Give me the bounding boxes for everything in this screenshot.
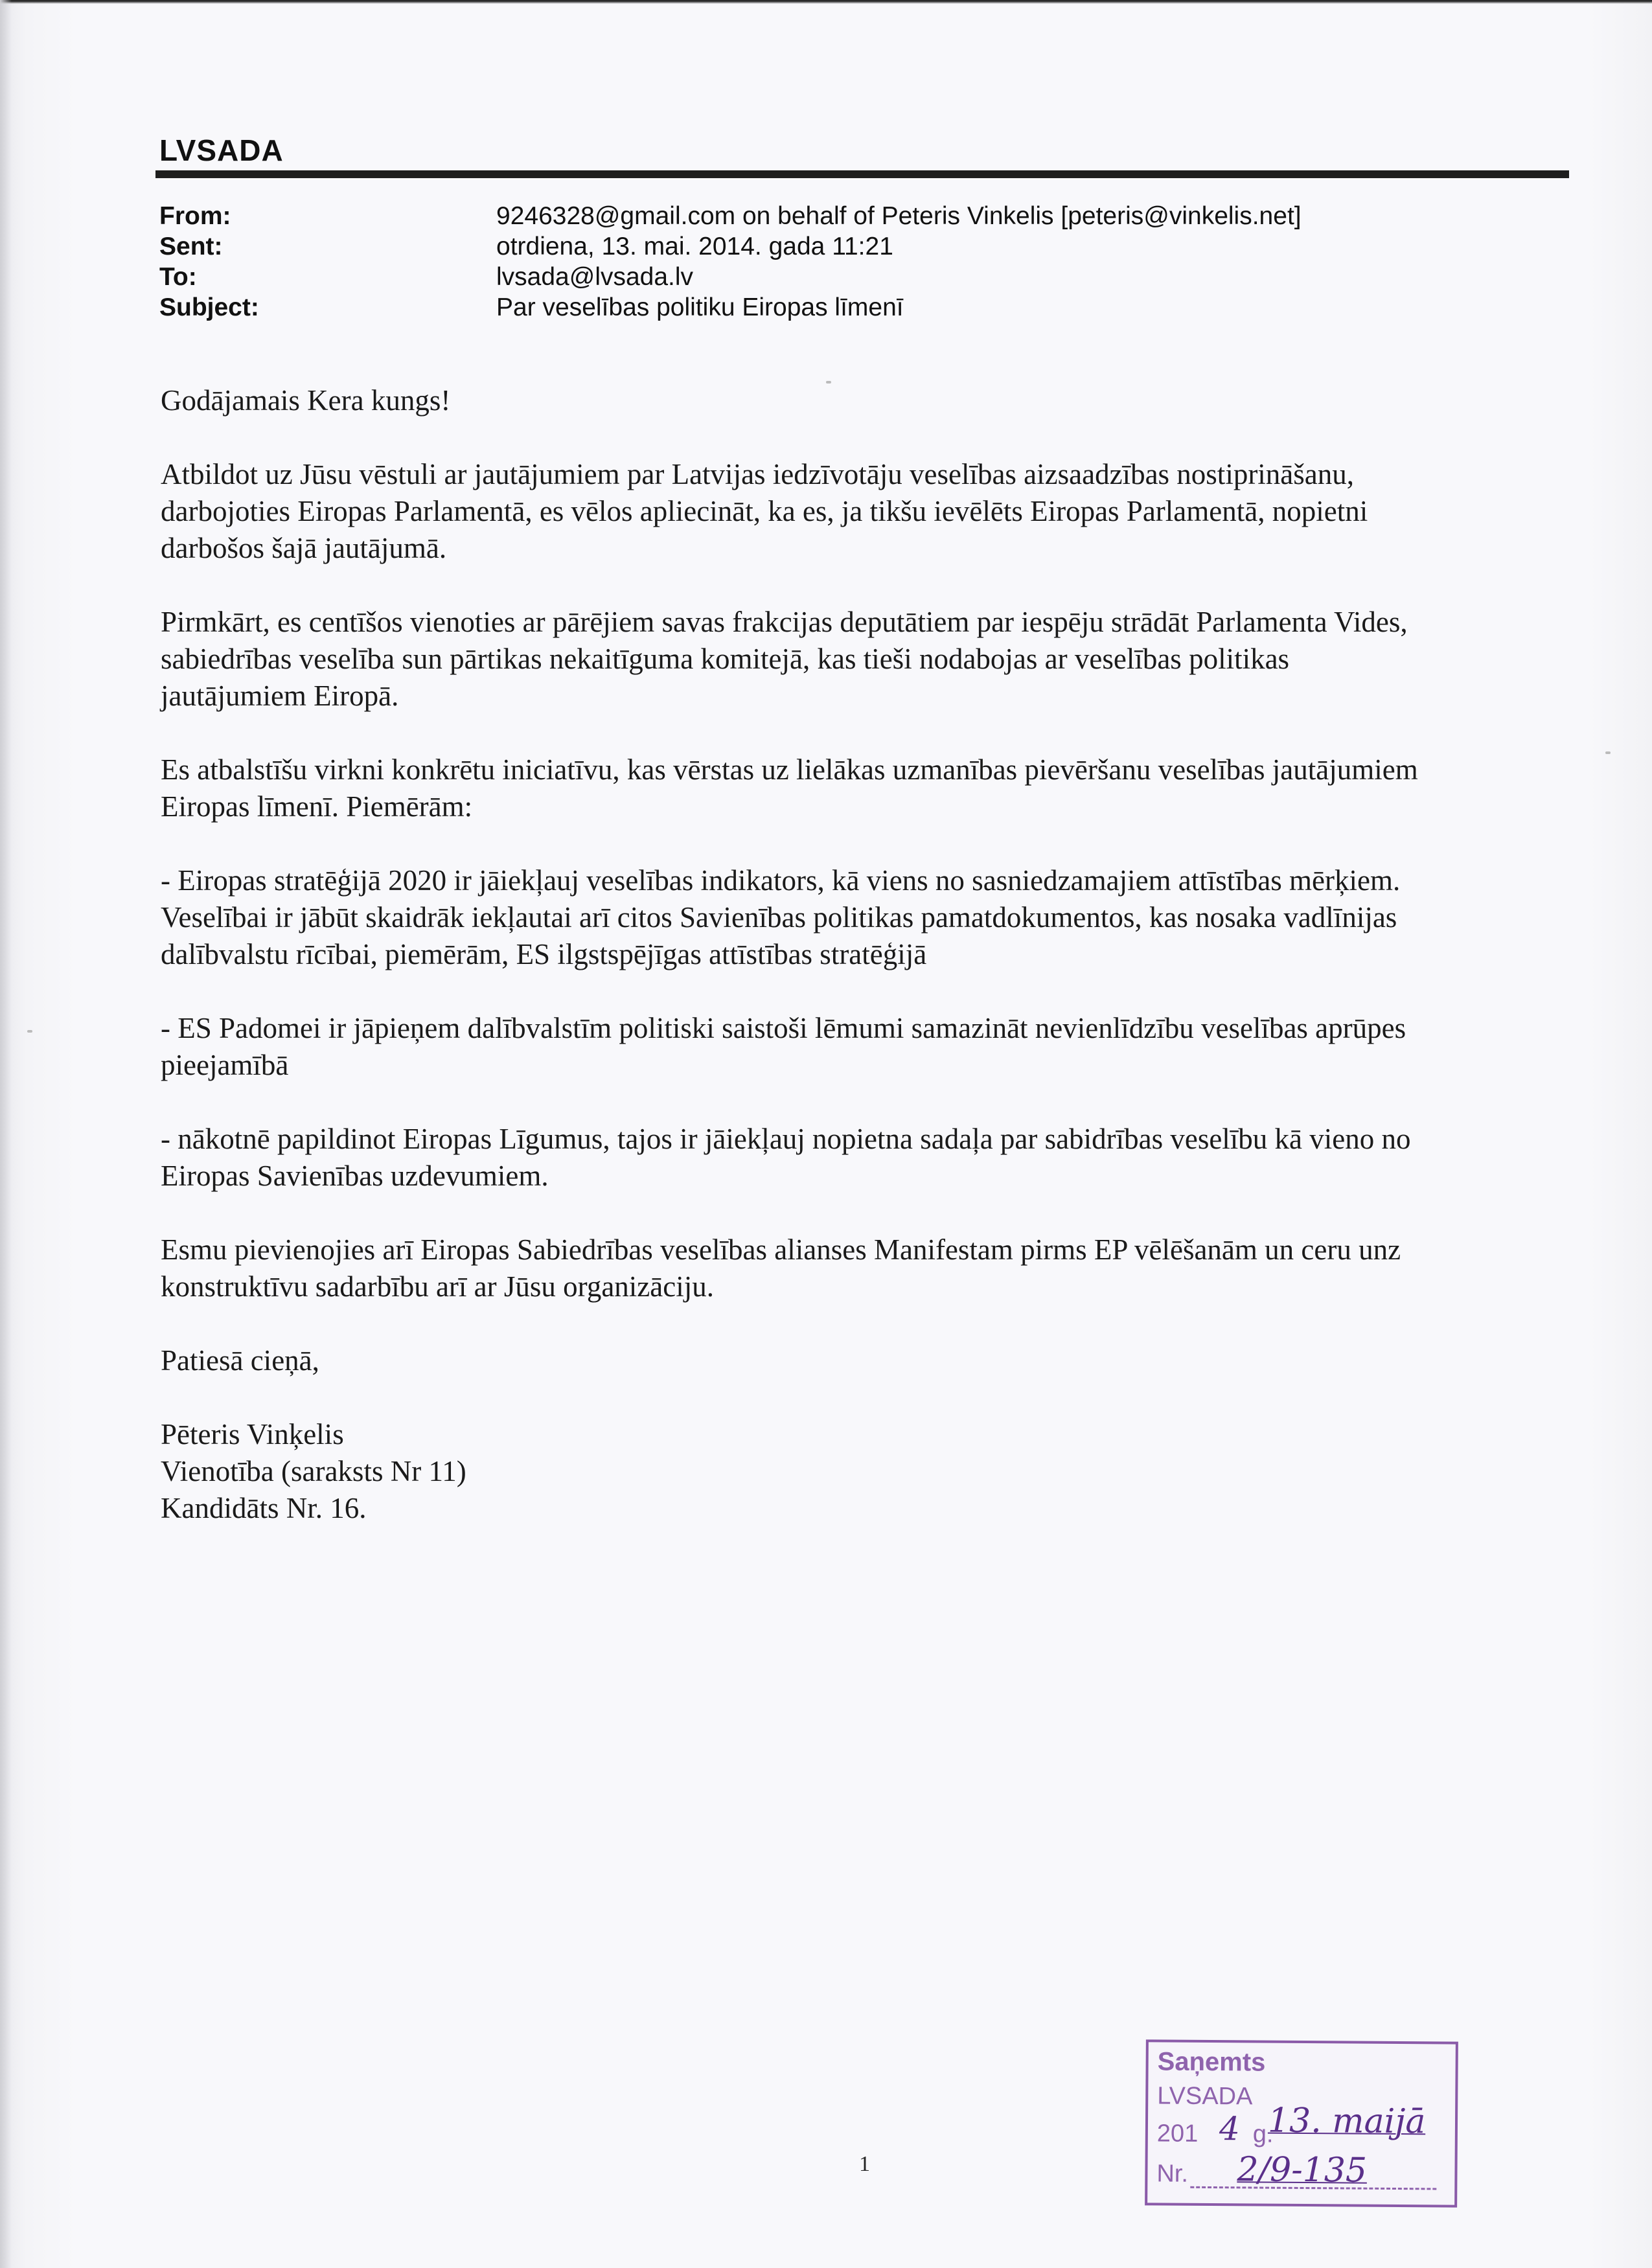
scan-edge-top bbox=[0, 0, 1652, 4]
signature-party: Vienotība (saraksts Nr 11) bbox=[161, 1455, 466, 1487]
stamp-year-handwritten: 4 bbox=[1219, 2110, 1240, 2148]
paragraph-line: darbošos šajā jautājumā. bbox=[161, 532, 447, 564]
meta-row-subject bbox=[159, 292, 1302, 323]
scan-edge-left bbox=[0, 0, 12, 2268]
paragraph-line: Veselībai ir jābūt skaidrāk iekļautai arī citos Savienības politikas pamatdokumentos, kas nosaka vadlīnijas bbox=[161, 901, 1397, 934]
paragraph bbox=[161, 1231, 1579, 1305]
paragraph-line: - ES Padomei ir jāpieņem dalībvalstīm politiski saistoši lēmumi samazināt nevienlīdzību veselības aprūpes bbox=[161, 1012, 1406, 1044]
paragraph-line: Es atbalstīšu virkni konkrētu iniciatīvu, kas vērstas uz lielākas uzmanības pievēršanu veselības jautājumiem bbox=[161, 753, 1418, 786]
email-meta bbox=[159, 201, 1302, 323]
scan-speck bbox=[1605, 751, 1611, 754]
scan-speck bbox=[27, 1030, 32, 1033]
organization-title: LVSADA bbox=[159, 133, 284, 167]
paragraph-line: - Eiropas stratēģijā 2020 ir jāiekļauj veselības indikators, kā viens no sasniedzamajiem attīstības mērķiem. bbox=[161, 864, 1401, 897]
closing-text: Patiesā cieņā, bbox=[161, 1344, 319, 1377]
stamp-g-suffix: g. bbox=[1252, 2120, 1274, 2148]
received-stamp bbox=[1145, 2039, 1458, 2207]
stamp-year-prefix: 201 bbox=[1156, 2120, 1199, 2148]
signature-block bbox=[161, 1416, 1579, 1527]
paragraph-line: Esmu pievienojies arī Eiropas Sabiedrības veselības alianses Manifestam pirms EP vēlēšanām un ceru unz bbox=[161, 1233, 1401, 1266]
paragraph bbox=[161, 1010, 1579, 1084]
paragraph bbox=[161, 1121, 1579, 1195]
page-number: 1 bbox=[859, 2152, 870, 2176]
paragraph-line: jautājumiem Eiropā. bbox=[161, 680, 399, 712]
header-rule bbox=[155, 170, 1569, 178]
paragraph-line: Eiropas līmenī. Piemērām: bbox=[161, 790, 473, 823]
paragraph bbox=[161, 604, 1579, 715]
paragraph-line: Atbildot uz Jūsu vēstuli ar jautājumiem par Latvijas iedzīvotāju veselības aizsaadzības nostiprināšanu, bbox=[161, 458, 1355, 490]
paragraph-line: darbojoties Eiropas Parlamentā, es vēlos apliecināt, ka es, ja tikšu ievēlēts Eiropas Parlamentā, nopietni bbox=[161, 495, 1368, 527]
meta-value-sent: otrdiena, 13. mai. 2014. gada 11:21 bbox=[496, 232, 893, 260]
letter-body bbox=[161, 382, 1579, 1527]
greeting bbox=[161, 382, 1579, 419]
paragraph bbox=[161, 456, 1579, 567]
paragraph-line: pieejamībā bbox=[161, 1049, 289, 1081]
meta-value-to: lvsada@lvsada.lv bbox=[496, 262, 694, 291]
meta-row-from bbox=[159, 201, 1302, 231]
paragraph bbox=[161, 751, 1579, 825]
paragraph-line: Pirmkārt, es centīšos vienoties ar pārējiem savas frakcijas deputātiem par iespēju strādāt Parlamenta Vides, bbox=[161, 606, 1408, 638]
meta-row-to bbox=[159, 262, 1302, 292]
meta-label: From: bbox=[159, 201, 231, 230]
stamp-nr-label: Nr. bbox=[1156, 2160, 1189, 2188]
paragraph-line: - nākotnē papildinot Eiropas Līgumus, tajos ir jāiekļauj nopietna sadaļa par sabidrības veselību kā vieno no bbox=[161, 1123, 1411, 1155]
greeting-text: Godājamais Kera kungs! bbox=[161, 384, 451, 417]
stamp-nr-handwritten: 2/9-135 bbox=[1237, 2150, 1368, 2190]
signature-candidate: Kandidāts Nr. 16. bbox=[161, 1492, 367, 1524]
signature-name: Pēteris Vinķelis bbox=[161, 1418, 344, 1450]
stamp-org: LVSADA bbox=[1157, 2082, 1253, 2111]
closing bbox=[161, 1342, 1579, 1379]
meta-value-from: 9246328@gmail.com on behalf of Peteris Vinkelis [peteris@vinkelis.net] bbox=[496, 201, 1302, 230]
paragraph-line: Eiropas Savienības uzdevumiem. bbox=[161, 1160, 549, 1192]
meta-label: To: bbox=[159, 262, 197, 291]
paragraph-line: konstruktīvu sadarbību arī ar Jūsu organizāciju. bbox=[161, 1270, 714, 1303]
stamp-title: Saņemts bbox=[1157, 2047, 1266, 2077]
meta-value-subject: Par veselības politiku Eiropas līmenī bbox=[496, 293, 904, 321]
scan-speck bbox=[826, 381, 831, 384]
meta-row-sent bbox=[159, 231, 1302, 262]
paragraph bbox=[161, 862, 1579, 973]
meta-label: Subject: bbox=[159, 293, 259, 321]
paragraph-line: dalībvalstu rīcībai, piemērām, ES ilgstspējīgas attīstības stratēģijā bbox=[161, 938, 927, 970]
paragraph-line: sabiedrības veselība sun pārtikas nekaitīguma komitejā, kas tieši nodabojas ar veselības politikas bbox=[161, 643, 1290, 675]
stamp-date-handwritten: 13. maijā bbox=[1267, 2101, 1426, 2142]
meta-label: Sent: bbox=[159, 232, 223, 260]
